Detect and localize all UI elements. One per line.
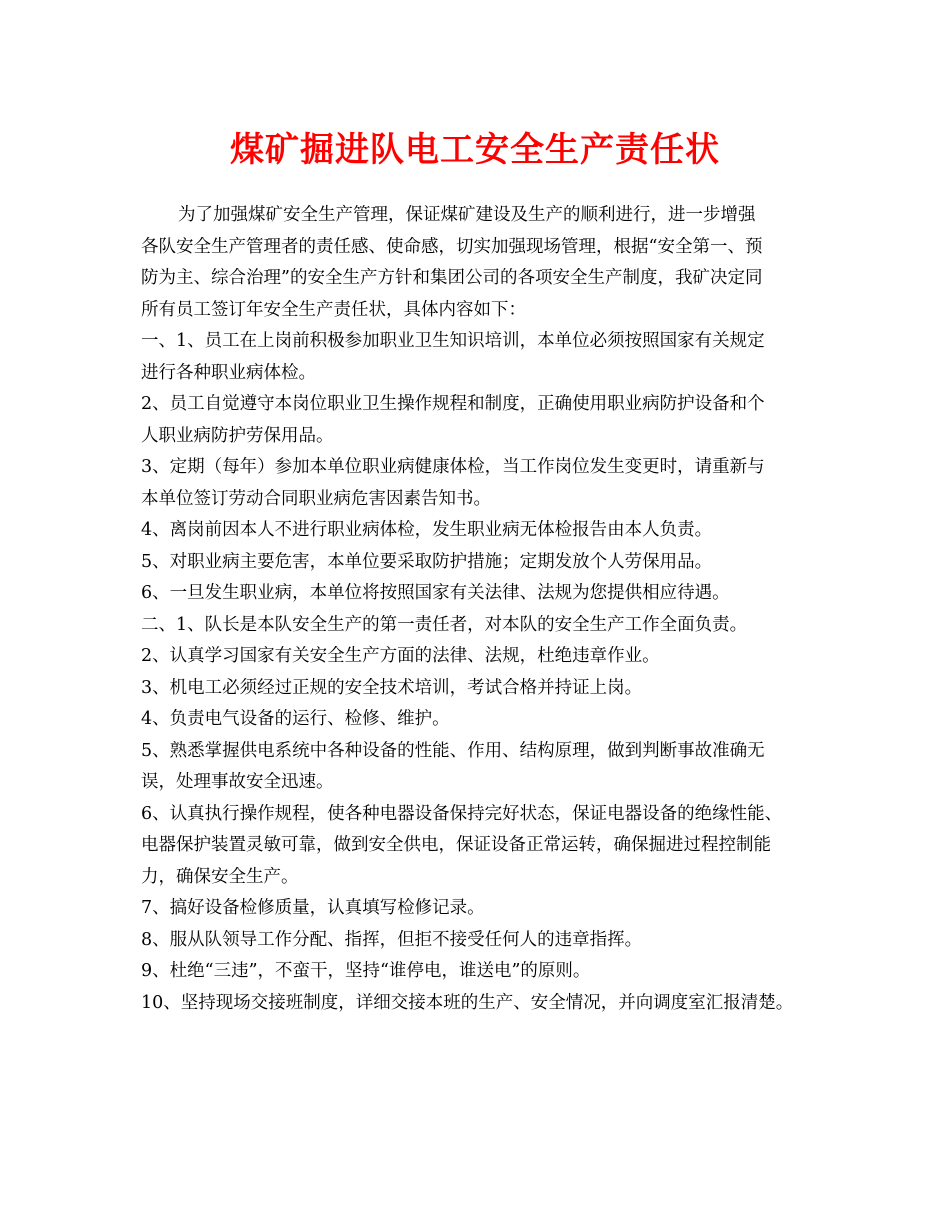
- paragraph-line: 本单位签订劳动合同职业病危害因素告知书。: [141, 488, 491, 509]
- paragraph-line: 8、服从队领导工作分配、指挥，但拒不接受任何人的违章指挥。: [141, 929, 643, 950]
- paragraph-line: 电器保护装置灵敏可靠，做到安全供电，保证设备正常运转，确保掘进过程控制能: [141, 835, 771, 855]
- paragraph-line: 防为主、综合治理”的安全生产方针和集团公司的各项安全生产制度，我矿决定同: [141, 268, 763, 288]
- paragraph-line: 4、离岗前因本人不进行职业病体检，发生职业病无体检报告由本人负责。: [141, 520, 713, 540]
- paragraph-line: 7、搞好设备检修质量，认真填写检修记录。: [141, 898, 485, 918]
- paragraph-line: 3、定期（每年）参加本单位职业病健康体检，当工作岗位发生变更时，请重新与: [141, 457, 765, 477]
- paragraph-line: 一、1、员工在上岗前积极参加职业卫生知识培训，本单位必须按照国家有关规定: [141, 331, 765, 351]
- paragraph-line: 5、熟悉掌握供电系统中各种设备的性能、作用、结构原理，做到判断事故准确无: [141, 740, 765, 761]
- paragraph-line: 二、1、队长是本队安全生产的第一责任者，对本队的安全生产工作全面负责。: [141, 614, 748, 635]
- paragraph-line: 6、认真执行操作规程，使各种电器设备保持完好状态，保证电器设备的绝缘性能、: [141, 803, 783, 824]
- paragraph-line: 10、坚持现场交接班制度，详细交接本班的生产、安全情况，并向调度室汇报清楚。: [141, 992, 794, 1013]
- paragraph-line: 6、一旦发生职业病，本单位将按照国家有关法律、法规为您提供相应待遇。: [141, 583, 730, 603]
- document-body: [141, 200, 829, 1019]
- paragraph-line: 进行各种职业病体检。: [141, 362, 316, 383]
- paragraph-line: 误，处理事故安全迅速。: [141, 772, 334, 792]
- paragraph-line: 4、负责电气设备的运行、检修、维护。: [141, 709, 450, 729]
- paragraph-line: 力，确保安全生产。: [141, 866, 299, 887]
- paragraph-line: 2、认真学习国家有关安全生产方面的法律、法规，杜绝违章作业。: [141, 646, 660, 666]
- paragraph-line: 5、对职业病主要危害，本单位要采取防护措施；定期发放个人劳保用品。: [141, 551, 713, 572]
- paragraph-line: 人职业病防护劳保用品。: [141, 425, 334, 446]
- paragraph-line: 9、杜绝“三违”，不蛮干，坚持“谁停电，谁送电”的原则。: [141, 961, 591, 981]
- document-title: 煤矿掘进队电工安全生产责任状: [230, 130, 720, 170]
- paragraph-line: 各队安全生产管理者的责任感、使命感，切实加强现场管理，根据“安全第一、预: [141, 236, 763, 257]
- paragraph-line: 3、机电工必须经过正规的安全技术培训，考试合格并持证上岗。: [141, 677, 643, 698]
- paragraph-line: 所有员工签订年安全生产责任状，具体内容如下：: [141, 299, 526, 320]
- paragraph-line: 为了加强煤矿安全生产管理，保证煤矿建设及生产的顺利进行，进一步增强: [178, 205, 756, 225]
- paragraph-line: 2、员工自觉遵守本岗位职业卫生操作规程和制度，正确使用职业病防护设备和个: [141, 394, 765, 414]
